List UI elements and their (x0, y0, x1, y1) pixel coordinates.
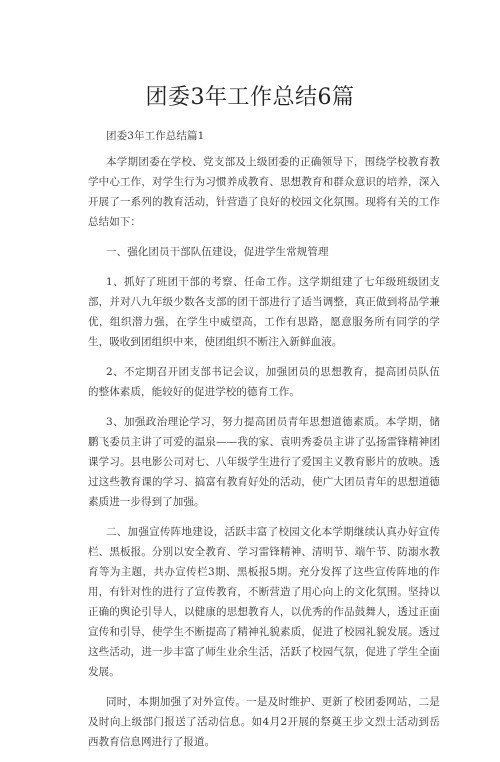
section-heading: 团委3年工作总结篇1 (106, 130, 205, 142)
paragraph: 同时，本期加强了对外宣传。一是及时维护、更新了校团委网站，二是及时向上级部门报送了活动信息。如4月2开展的祭奠王步文烈士活动到岳西教育信息网进行了报道。 (88, 696, 440, 748)
section-heading: 一、强化团员干部队伍建设，促进学生常规管理 (106, 246, 329, 258)
document-body (88, 126, 440, 762)
paragraph: 二、加强宣传阵地建设，活跃丰富了校园文化本学期继续认真办好宣传栏、黑板报。分别以安全教育、学习雷锋精神、清明节、端午节、防溺水教育等为主题，共办宣传栏3期、黑板报5期。充分发挥了这些宣传阵地的作用，有针对性的进行了宣传教育，不断营造了用心向上的文化氛围。坚持以正确的舆论引导人，以健康的思想教育人，以优秀的作品鼓舞人，透过正面宣传和引导，使学生不断提高了精神礼貌素质，促进了校园礼貌发展。透过这些活动，进一步丰富了师生业余生活，活跃了校园气氛，促进了学生全面发展。 (88, 526, 440, 678)
document-title: 团委3年工作总结6篇 (145, 85, 355, 110)
paragraph: 3、加强政治理论学习，努力提高团员青年思想道德素质。本学期，储鹏飞委员主讲了可爱的温泉——我的家、袁明秀委员主讲了弘扬雷锋精神团课学习。县电影公司对七、八年级学生进行了爱国主义教育影片的放映。透过这些教育课的学习、搞富有教育好处的活动，使广大团员青年的思想道德素质进一步得到了加强。 (88, 416, 440, 508)
paragraph: 2、不定期召开团支部书记会议，加强团员的思想教育，提高团员队伍的整体素质，能较好的促进学校的德育工作。 (88, 366, 440, 398)
paragraph: 本学期团委在学校、党支部及上级团委的正确领导下，围绕学校教育教学中心工作，对学生行为习惯养成教育、思想教育和群众意识的培养，深入开展了一系列的教育活动，针营造了良好的校园文化氛围。现将有关的工作总结如下： (88, 156, 440, 228)
paragraph: 1、抓好了班团干部的考察、任命工作。这学期组建了七年级班级团支部，并对八九年级少数各支部的团干部进行了适当调整，真正做到将品学兼优，组织潜力强，在学生中威望高，工作有思路，愿意服务所有同学的学生，吸收到团组织中来，使团组织不断注入新鲜血液。 (88, 276, 440, 348)
